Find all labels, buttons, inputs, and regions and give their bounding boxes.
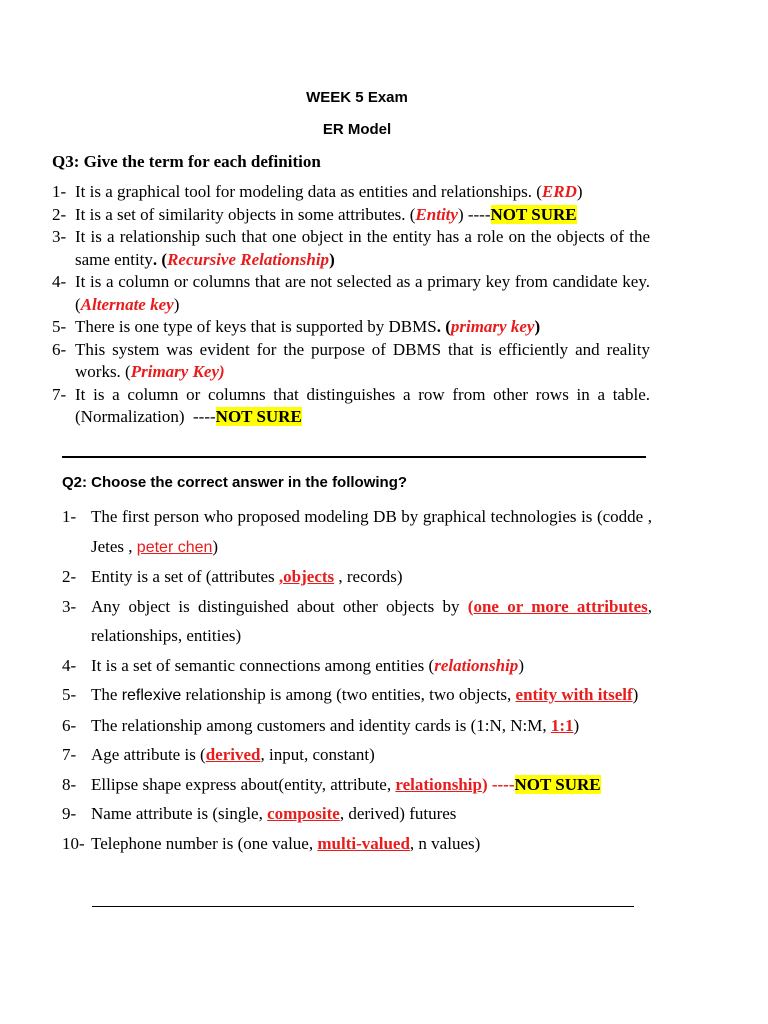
item-number: 6- [52, 339, 67, 359]
item-number: 2- [62, 567, 77, 586]
item-text: The first person who proposed modeling DB by graphical technologies is (codde , Jetes , peter chen) [91, 507, 652, 556]
q2-item-9 [62, 799, 652, 829]
answer: (one or more attributes [467, 596, 648, 616]
item-text: It is a set of similarity objects in some attributes. (Entity) ----NOT SURE [75, 204, 577, 224]
item-text: Entity is a set of (attributes ,objects , records) [91, 567, 403, 586]
q3-item-2 [52, 204, 650, 227]
q2-item-2 [62, 562, 652, 592]
q3-item-4 [52, 271, 650, 316]
answer: ERD [541, 182, 577, 201]
not-sure-highlight: NOT SURE [490, 204, 577, 224]
item-number: 1- [52, 182, 67, 201]
item-number: 1- [62, 507, 77, 526]
q3-item-1 [52, 181, 650, 204]
item-text: Ellipse shape express about(entity, attribute, relationship) ----NOT SURE [91, 774, 601, 794]
reflexive-word: reflexive [121, 687, 182, 704]
item-number: 5- [62, 685, 77, 704]
item-text: It is a graphical tool for modeling data as entities and relationships. (ERD) [75, 182, 583, 201]
item-number: 3- [52, 227, 67, 246]
answer: multi-valued [317, 833, 410, 853]
q3-item-7 [52, 384, 655, 429]
page-title: WEEK 5 Exam [306, 89, 408, 106]
page-subtitle: ER Model [322, 121, 392, 138]
answer: Primary Key) [130, 362, 225, 381]
item-text: The relationship among customers and identity cards is (1:N, N:M, 1:1) [91, 715, 580, 735]
answer: composite [267, 804, 340, 823]
not-sure-highlight: NOT SURE [514, 774, 601, 794]
q2-heading: Q2: Choose the correct answer in the following? [62, 474, 408, 491]
item-number: 6- [62, 715, 77, 735]
item-number: 9- [62, 804, 77, 823]
item-text: The reflexive relationship is among (two entities, two objects, entity with itself) [91, 685, 639, 704]
answer: peter chen [136, 538, 213, 556]
answer: Recursive Relationship [167, 249, 330, 269]
section-divider [62, 456, 646, 458]
item-number: 8- [62, 774, 77, 794]
item-text: Name attribute is (single, composite, derived) futures [91, 804, 457, 823]
item-text: It is a set of semantic connections among entities (relationship) [91, 655, 524, 675]
q2-item-1 [62, 502, 652, 562]
q2-item-4 [62, 651, 652, 681]
bottom-divider [92, 906, 634, 907]
q2-item-5 [62, 680, 652, 711]
answer: primary key [450, 317, 535, 336]
answer: derived [205, 745, 261, 764]
q3-heading: Q3: Give the term for each definition [52, 152, 321, 171]
q2-item-8 [62, 770, 652, 800]
item-text: Age attribute is (derived, input, constant) [91, 745, 375, 764]
answer: Alternate key [80, 294, 174, 314]
q3-item-5 [52, 316, 650, 339]
item-number: 4- [52, 272, 67, 291]
item-text: It is a column or columns that distinguishes a row from other rows in a table. (Normalization) ----NOT SURE [75, 384, 655, 426]
answer: relationship [395, 774, 482, 794]
item-number: 3- [62, 596, 77, 616]
answer: Entity [415, 204, 458, 224]
item-text: Any object is distinguished about other objects by (one or more attributes, relationships, entities) [91, 596, 652, 645]
q3-item-3 [52, 226, 650, 271]
q2-item-3 [62, 592, 652, 651]
item-number: 7- [62, 745, 77, 764]
q2-list [62, 502, 652, 858]
item-text: There is one type of keys that is supported by DBMS. (primary key) [75, 317, 541, 336]
item-text: It is a column or columns that are not selected as a primary key from candidate key. (Alternate key) [75, 272, 650, 314]
q2-item-6 [62, 711, 652, 741]
item-text: It is a relationship such that one object in the entity has a role on the objects of the same entity. (Recursive Relationship) [75, 227, 650, 269]
answer: ,objects [278, 567, 335, 586]
item-number: 10- [62, 833, 85, 853]
item-number: 4- [62, 655, 77, 675]
item-number: 2- [52, 204, 67, 224]
q3-item-6 [52, 339, 650, 384]
item-text: This system was evident for the purpose of DBMS that is efficiently and reality works. (Primary Key) [75, 339, 650, 381]
q2-item-7 [62, 740, 652, 770]
answer: relationship [434, 655, 519, 675]
answer: 1:1 [550, 715, 574, 735]
item-number: 5- [52, 317, 67, 336]
q3-list [52, 181, 655, 429]
item-text: Telephone number is (one value, multi-valued, n values) [91, 833, 481, 853]
item-number: 7- [52, 384, 67, 404]
answer: entity with itself [515, 685, 633, 704]
not-sure-highlight: NOT SURE [215, 407, 302, 426]
q2-item-10 [62, 829, 652, 859]
